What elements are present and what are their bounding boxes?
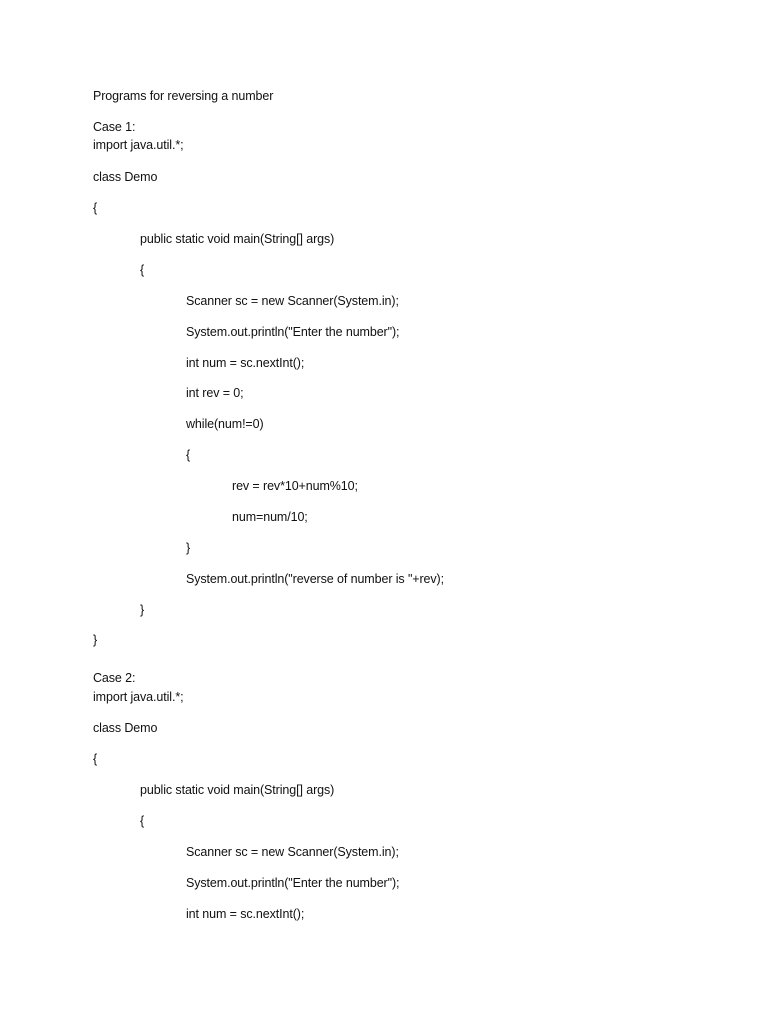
code-line: public static void main(String[] args)	[140, 783, 335, 797]
case1-heading: Case 1:	[93, 120, 136, 134]
code-line: System.out.println("reverse of number is "+rev);	[186, 572, 444, 586]
code-line: {	[93, 201, 98, 215]
code-line: System.out.println("Enter the number");	[186, 876, 400, 890]
code-line: class Demo	[93, 170, 158, 184]
code-line: {	[186, 448, 191, 462]
code-line: }	[93, 633, 98, 647]
code-line: while(num!=0)	[186, 417, 264, 431]
code-line: }	[140, 603, 145, 617]
code-line: int rev = 0;	[186, 386, 244, 400]
code-line: import java.util.*;	[93, 138, 184, 152]
code-line: import java.util.*;	[93, 690, 184, 704]
code-line: }	[186, 541, 191, 555]
code-line: {	[140, 814, 145, 828]
code-line: Scanner sc = new Scanner(System.in);	[186, 845, 399, 859]
code-line: System.out.println("Enter the number");	[186, 325, 400, 339]
document-title: Programs for reversing a number	[93, 89, 274, 103]
code-line: class Demo	[93, 721, 158, 735]
code-line: public static void main(String[] args)	[140, 232, 335, 246]
code-line: int num = sc.nextInt();	[186, 356, 305, 370]
code-line: int num = sc.nextInt();	[186, 907, 305, 921]
code-line: num=num/10;	[232, 510, 308, 524]
code-line: Scanner sc = new Scanner(System.in);	[186, 294, 399, 308]
case2-heading: Case 2:	[93, 671, 136, 685]
code-line: rev = rev*10+num%10;	[232, 479, 358, 493]
code-line: {	[140, 263, 145, 277]
code-line: {	[93, 752, 98, 766]
